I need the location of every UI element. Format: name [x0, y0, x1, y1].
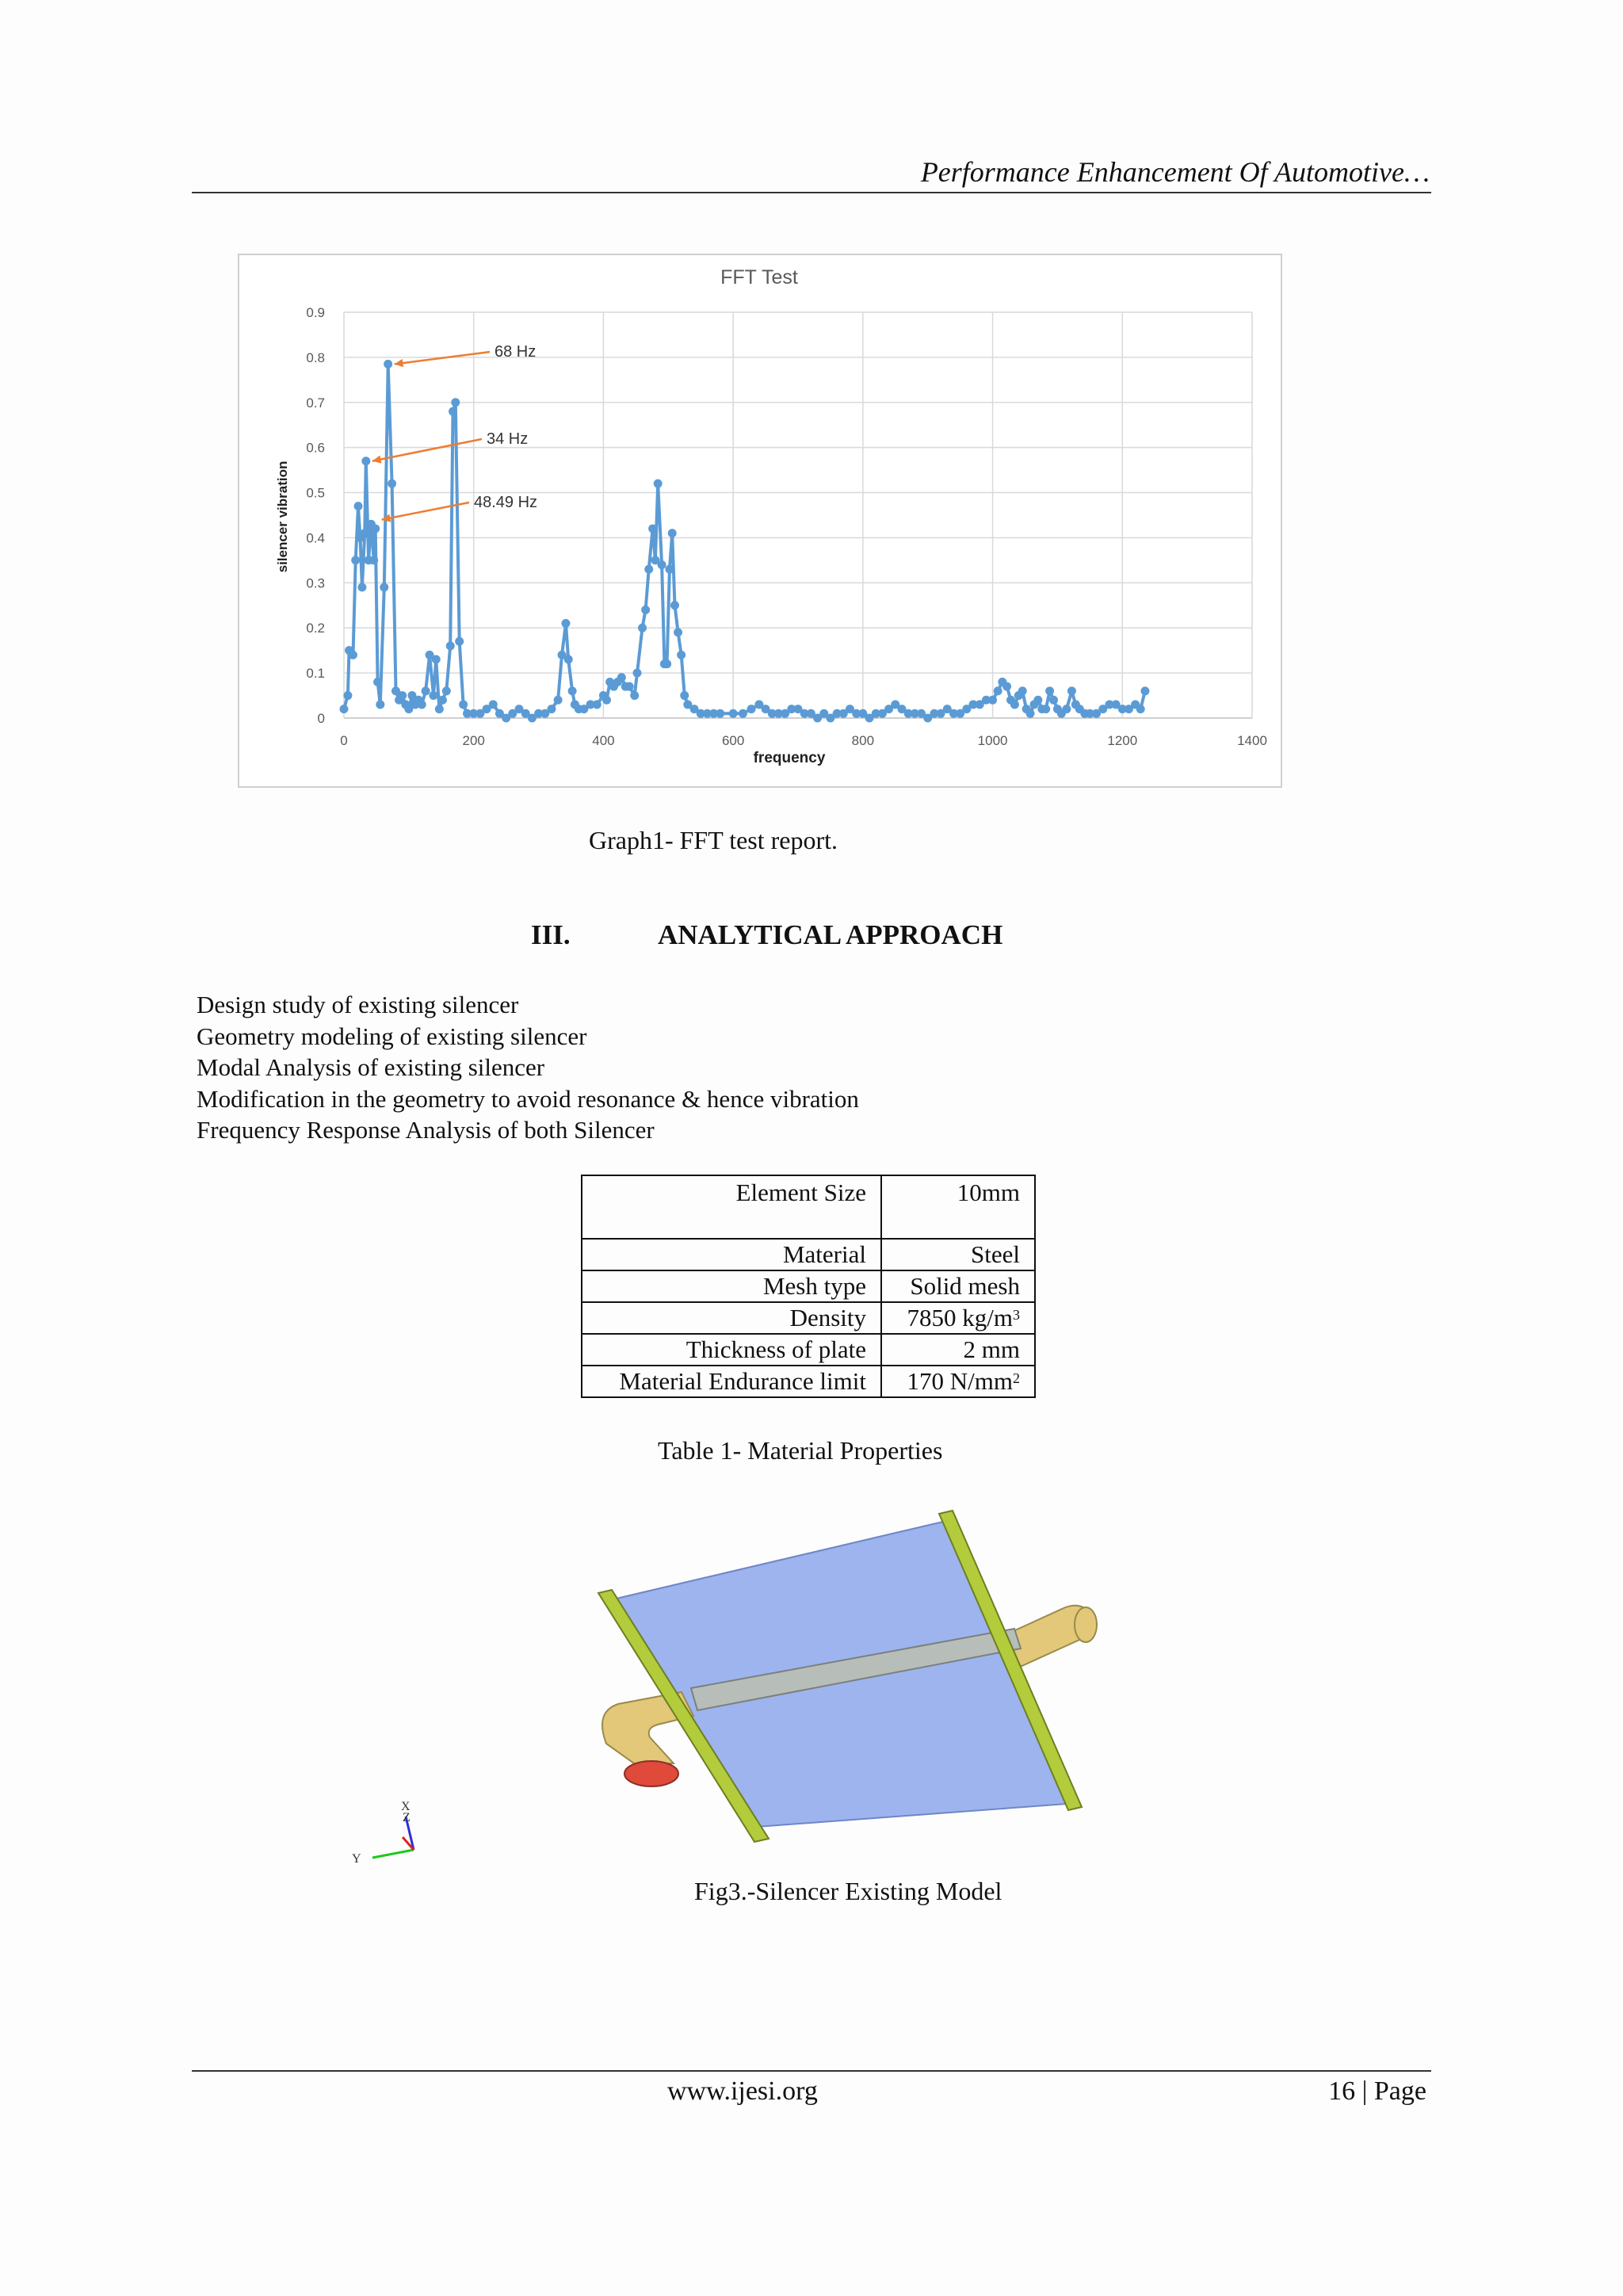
data-point [371, 525, 380, 533]
data-point [1136, 705, 1145, 713]
data-point [1026, 709, 1035, 718]
data-point [568, 686, 577, 695]
table-cell-value [881, 1302, 1035, 1334]
outlet-pipe-end [1075, 1607, 1097, 1642]
table-cell-label: Element Size [582, 1175, 881, 1239]
header-rule [192, 192, 1431, 193]
data-point [602, 696, 611, 705]
inlet-pipe-end [624, 1761, 678, 1786]
approach-list [197, 989, 859, 1146]
data-point [418, 700, 426, 709]
data-point [674, 628, 682, 636]
table-row [582, 1334, 1035, 1366]
data-point [1041, 705, 1050, 713]
y-tick-label: 0.4 [306, 530, 325, 546]
y-tick-label: 0.5 [306, 485, 325, 501]
data-point [644, 565, 653, 574]
density-value: 7850 kg/m [907, 1304, 1013, 1331]
fft-chart [239, 255, 1281, 786]
data-point [1140, 686, 1149, 695]
annotation-label: 48.49 Hz [474, 494, 538, 511]
data-point [677, 651, 685, 659]
data-point [680, 691, 689, 700]
data-point [617, 673, 626, 682]
y-tick-label: 0.8 [306, 350, 325, 365]
series-line [344, 364, 1145, 718]
y-tick-label: 0 [317, 711, 325, 726]
annotation-arrow [395, 352, 490, 364]
figure-caption: Fig3.-Silencer Existing Model [694, 1877, 1002, 1905]
table-row [582, 1270, 1035, 1302]
table-cell-value: 10mm [881, 1175, 1035, 1239]
triad-label-z: Z [403, 1811, 411, 1824]
data-point [668, 529, 677, 537]
data-point [1010, 700, 1019, 709]
data-point [564, 655, 573, 664]
data-point [593, 700, 601, 709]
list-item: Frequency Response Analysis of both Silencer [197, 1116, 655, 1144]
data-point [638, 624, 647, 632]
data-point [376, 700, 384, 709]
data-point [1062, 705, 1071, 713]
footer-page-number: 16 | Page [1328, 2076, 1426, 2106]
chart-title: FFT Test [720, 266, 798, 288]
data-point [398, 691, 407, 700]
x-tick-label: 800 [851, 733, 875, 748]
footer-rule [192, 2070, 1431, 2072]
silencer-model-figure [333, 1490, 1205, 1870]
endurance-value: 170 N/mm [907, 1367, 1013, 1395]
x-tick-label: 0 [340, 733, 348, 748]
table-cell-value: Steel [881, 1239, 1035, 1270]
table-cell-label: Material [582, 1239, 881, 1270]
table-cell-label: Material Endurance limit [582, 1366, 881, 1397]
x-tick-label: 400 [592, 733, 615, 748]
data-point [1049, 696, 1058, 705]
data-point [632, 669, 641, 678]
triad-label-y: Y [352, 1852, 361, 1866]
data-point [361, 457, 370, 465]
y-axis-arrow [372, 1850, 414, 1858]
data-point [422, 686, 430, 695]
section-title: ANALYTICAL APPROACH [658, 919, 1003, 950]
annotation-label: 68 Hz [495, 343, 537, 361]
data-point [1033, 696, 1042, 705]
data-point [665, 565, 674, 574]
data-point [373, 678, 382, 686]
annotation-arrowhead [372, 455, 382, 463]
list-item: Modal Analysis of existing silencer [197, 1053, 545, 1082]
table-row [582, 1175, 1035, 1239]
table-cell-value [881, 1366, 1035, 1397]
y-tick-label: 0.3 [306, 575, 325, 591]
data-point [435, 705, 444, 713]
data-point [357, 583, 366, 592]
y-tick-label: 0.6 [306, 440, 325, 456]
data-point [654, 479, 663, 488]
data-point [449, 407, 457, 416]
x-tick-label: 1400 [1237, 733, 1267, 748]
superscript: 3 [1013, 1307, 1020, 1323]
data-point [729, 709, 738, 718]
x-tick-label: 600 [721, 733, 745, 748]
data-point [554, 696, 563, 705]
data-point [446, 641, 455, 650]
annotation-label: 34 Hz [487, 430, 529, 448]
data-point [369, 556, 378, 564]
section-heading [531, 919, 1002, 951]
graph-caption: Graph1- FFT test report. [589, 826, 838, 854]
data-point [361, 529, 369, 537]
x-tick-label: 1200 [1107, 733, 1138, 748]
annotation-arrow [372, 439, 482, 461]
data-point [351, 556, 360, 564]
x-tick-label: 1000 [977, 733, 1008, 748]
data-point [388, 479, 396, 488]
data-point [459, 700, 468, 709]
table-row [582, 1366, 1035, 1397]
table-row [582, 1239, 1035, 1270]
y-axis-label: silencer vibration [275, 460, 290, 573]
y-tick-label: 0.1 [306, 666, 325, 682]
material-properties-table [581, 1175, 1036, 1398]
table-cell-value: 2 mm [881, 1334, 1035, 1366]
x-axis-label: frequency [753, 750, 826, 766]
data-point [670, 601, 679, 609]
data-point [663, 659, 671, 668]
data-point [641, 606, 650, 614]
y-tick-label: 0.9 [306, 305, 325, 320]
triad-label-x: X [401, 1800, 411, 1813]
coordinate-triad-icon [349, 1799, 428, 1870]
data-point [442, 686, 451, 695]
data-point [343, 691, 352, 700]
list-item: Modification in the geometry to avoid resonance & hence vibration [197, 1084, 859, 1113]
table-cell-label: Mesh type [582, 1270, 881, 1302]
data-point [739, 709, 747, 718]
data-point [648, 525, 657, 533]
table-cell-label: Density [582, 1302, 881, 1334]
table-cell-value: Solid mesh [881, 1270, 1035, 1302]
data-point [716, 709, 724, 718]
data-point [384, 360, 392, 369]
data-point [451, 398, 460, 407]
list-item: Geometry modeling of existing silencer [197, 1022, 587, 1050]
table-caption: Table 1- Material Properties [658, 1436, 943, 1465]
data-point [988, 696, 997, 705]
list-item: Design study of existing silencer [197, 991, 519, 1018]
section-number: III. [531, 919, 571, 950]
data-point [547, 705, 556, 713]
superscript: 2 [1013, 1370, 1020, 1386]
y-tick-label: 0.7 [306, 395, 325, 411]
data-point [1018, 686, 1027, 695]
data-point [658, 560, 666, 569]
data-point [349, 651, 357, 659]
table-cell-label: Thickness of plate [582, 1334, 881, 1366]
data-point [1067, 686, 1076, 695]
running-title: Performance Enhancement Of Automotive… [920, 156, 1430, 188]
data-point [561, 619, 570, 628]
y-tick-label: 0.2 [306, 621, 325, 636]
table-row [582, 1302, 1035, 1334]
data-point [354, 502, 363, 510]
data-point [747, 705, 756, 713]
fft-chart-frame [238, 254, 1282, 788]
footer-website: www.ijesi.org [667, 2076, 818, 2106]
data-point [1045, 686, 1054, 695]
data-point [340, 705, 349, 713]
data-point [994, 686, 1002, 695]
data-point [455, 637, 464, 646]
data-point [429, 691, 437, 700]
data-point [630, 691, 639, 700]
data-point [438, 696, 447, 705]
x-tick-label: 200 [462, 733, 485, 748]
data-point [489, 700, 498, 709]
data-point [380, 583, 388, 592]
data-point [1002, 682, 1011, 691]
data-point [432, 655, 441, 664]
data-point [625, 682, 634, 691]
